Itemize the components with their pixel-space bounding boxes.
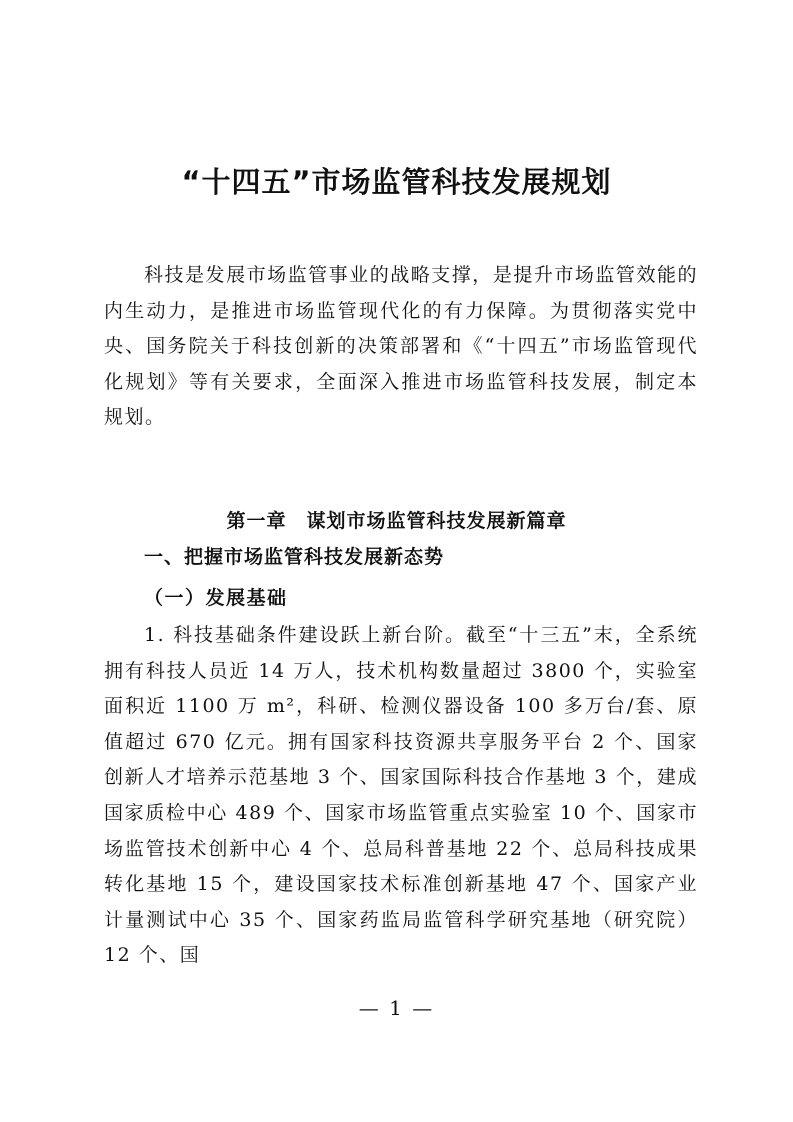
chapter-heading: 第一章 谋划市场监管科技发展新篇章 <box>226 510 567 532</box>
document-title: “十四五”市场监管科技发展规划 <box>181 165 612 199</box>
body-paragraph: 1. 科技基础条件建设跃上新台阶。截至“十三五”末，全系统拥有科技人员近 14 万人，技术机构数量超过 3800 个，实验室面积近 1100 万 m²，科研、检测仪器设备 100 多万台/套、原值超过 670 亿元。拥有国家科技资源共享服务平台 2 个、国家创新人才培养示范基地 3 个、国家国际科技合作基地 3 个，建成国家质检中心 489 个、国家市场监管重点实验室 10 个、国家市场监管技术创新中心 4 个、总局科普基地 22 个、总局科技成果转化基地 15 个，建设国家技术标准创新基地 47 个、国家产业计量测试中心 35 个、国家药监局监管科学研究基地（研究院）12 个、国 <box>104 624 698 967</box>
section-heading: 一、把握市场监管科技发展新态势 <box>144 546 445 568</box>
intro-paragraph: 科技是发展市场监管事业的战略支撑，是提升市场监管效能的内生动力，是推进市场监管现代化的有力保障。为贯彻落实党中央、国务院关于科技创新的决策部署和《“十四五”市场监管现代化规划》等有关要求，全面深入推进市场监管科技发展，制定本规划。 <box>104 264 698 429</box>
subsection-heading: （一）发展基础 <box>144 587 288 609</box>
page-number: — 1 — <box>358 996 435 1020</box>
